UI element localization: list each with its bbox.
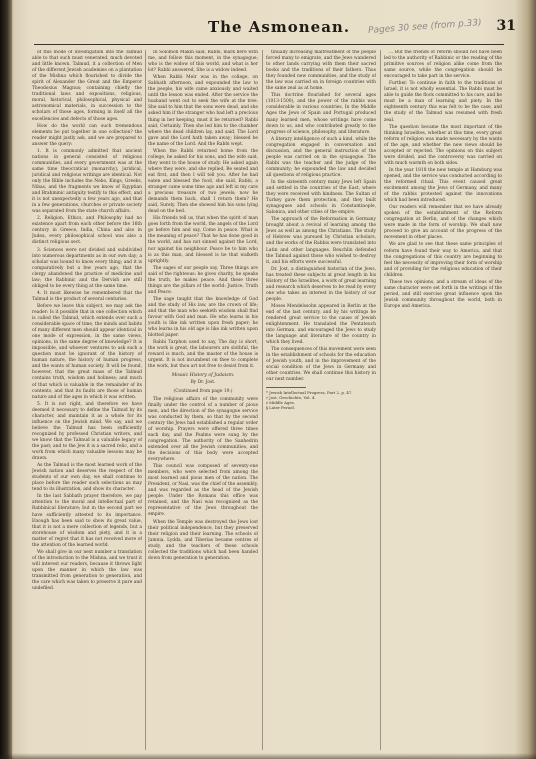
pencil-annotation: Pages 30 see (from p.33) [367, 18, 482, 36]
paragraph: 5. It is not right, and therefore we have deemed it necessary to define the Talmud by its character, and maintain it as a whole for its influence on the Jewish mind. We say, and we believe the Talmud has been sufficiently recognized by professed Christian writers, and we know that the Talmud is a valuable legacy of the past; and to the Jew it is a sacred relic, and a work from which many valuable lessons may be drawn. [32, 401, 142, 462]
paragraph: The consequences of this movement were seen in the establishment of schools for the education of Jewish youth, and in the improvement of the social condition of the Jews in Germany and other countries. We shall continue this history in our next number. [266, 347, 376, 383]
page-number: 31 [496, 18, 516, 34]
paragraph: In the sixteenth century many Jews left Spain and settled in the countries of the East, where they were received with kindness. The Sultan of Turkey gave them protection, and they built synagogues and schools in Constantinople, Salonica, and other cities of the empire. [266, 179, 376, 216]
paragraph: The question became the most important of the thinking Israelites, whether at this time, every great reform of religion was made necessary by the wants of the age, and whether the new views should be accepted or rejected. The opinions on this subject were divided, and the controversy was carried on with much warmth on both sides. [384, 124, 502, 166]
section-continued-note: (Continued from page 19.) [173, 388, 233, 394]
paragraph: How do the world can such tremendous elements be put together in one collection? the reader might justly ask, and we are prepared to answer the query: [32, 123, 142, 147]
column-3 [266, 50, 376, 750]
section-title: Mosaic History of Judaism. [171, 373, 235, 379]
newspaper-page [14, 8, 522, 756]
paragraph: His friends tell us, that when the spirit of man goes forth from the world, the angels of the Lord go before him and say, Come in peace. What is the meaning of peace? That he has done good in the world, and has not sinned against the Lord, nor against his neighbour. Peace be to him who is as this man, and blessed is he that walketh uprightly. [148, 216, 258, 264]
paragraph: The sage taught that the knowledge of God and the study of His law, are the crown of life; and that the man who seeketh wisdom shall find favour with God and man. He who learns in his youth is like ink written upon fresh paper; he who learns in his old age is like ink written upon blotted paper. [148, 296, 258, 339]
paragraph: The approach of the Reformation in Germany brought about a revival of learning among the Jews as well as among the Christians. The study of Hebrew was pursued by Christian scholars, and the works of the Rabbis were translated into Latin and other languages. Reuchlin defended the Talmud against those who wished to destroy it, and his efforts were successful. [266, 217, 376, 265]
paragraph: A literary intelligence of such a kind, while the congregation engaged in conversation and discussion, and the general instruction of the people was carried on in the synagogue. The Rabbi was the teacher and the judge of the community; he expounded the law and decided all questions of religious practice. [266, 136, 376, 178]
paragraph: We shall give in our next number a translation of the introduction to the Mishna, and we trust it will interest our readers, because it throws light upon the manner in which the law was transmitted from generation to generation, and the care which was taken to preserve it pure and undefiled. [32, 549, 142, 592]
paragraph: We are glad to see that these same principles of reform have found their way to America, and that the congregations of this country are beginning to feel the necessity of improving their form of worship and of providing for the religious education of their children. [384, 242, 502, 278]
paragraph: In the year 1818 the new temple at Hamburg was opened, and the service was conducted according to the reformed ritual. This event caused great excitement among the Jews of Germany, and many of the rabbis protested against the innovations which had been introduced. [384, 167, 502, 204]
column-2 [148, 50, 258, 750]
footnote-rule [266, 387, 306, 388]
column-1 [32, 50, 142, 750]
column-divider [262, 50, 263, 750]
column-divider [380, 50, 381, 750]
footnote: † Jost, Geschichte, Vol. 4. [266, 394, 316, 400]
paragraph: As the Talmud is the most learned work of the Jewish nation and deserves the respect of the students of our own day, we shall continue to place before the reader such selections as may tend to its illustration, and show its character. [32, 463, 142, 493]
paragraph: tinually increasing maltreatment of the people forced many to emigrate, and the Jews wandered to other lands carrying with them their sacred books and the traditions of their fathers. Thus they founded new communities, and the study of the law was carried on in foreign countries with the same zeal as at home. [266, 50, 376, 92]
column-divider [145, 50, 146, 750]
column-4 [384, 50, 502, 750]
footnote: ‡ Middle Ages. [266, 399, 296, 405]
paragraph: This council was composed of seventy-one members, who were selected from among the most learned and pious men of the nation. The President, or Nasi, was the chief of the assembly, and was regarded as the head of the Jewish people. Under the Romans this office was retained, and the Nasi was recognized as the representative of the Jews throughout the empire. [148, 464, 258, 518]
paragraph: Before we leave this subject, we may ask the reader: Is it possible that in one collection which is called the Talmud, which extends over such a considerable space of time, the minds and habits of many different men should appear identical in one mode of expression, in the same views, opinions, in the same degree of knowledge? It is impossible, and whoever ventures to ask such a question must be ignorant of the history of human nature, the history of human progress, and the wants of human society. It will be found, however, that the great mass of the Talmud contains truth, wisdom and holiness; and much of that which is valuable in the remainder of its contents, and that its faults are those of human nature and of the ages in which it was written. [32, 303, 142, 400]
paragraph: ... But the friends of reform should not have been led to the authority of Rabbinic or the reading of the primitive sources of religion alike come from the same source, while the congregation should be encouraged to take part in the service. [384, 50, 502, 80]
page-bottom-shadow [0, 753, 536, 759]
paragraph: Dr. Jost, a distinguished historian of the Jews, has treated these subjects at great length in his History of the Israelites, a work of great learning and research which deserves to be read by every one who takes an interest in the history of our people. [266, 266, 376, 302]
paragraph: The religious affairs of the community were finally under the control of a number of pious men, and the direction of the synagogue service was conducted by them, so that by the second century the Jews had established a regular order of worship. Prayers were offered three times each day, and the Psalms were sung by the congregation. The authority of the Sanhedrin extended over all the Jewish communities, and the decisions of this body were accepted everywhere. [148, 396, 258, 463]
paragraph: 2. Religion, Ethics, and Philosophy had no existence apart from each other before the 16th century in Greece, India, China and also in Judea, every philosophical school was also a distinct religious sect. [32, 216, 142, 246]
paragraph: When the Rabbi returned home from the college, he asked for his sons, and the wife said, they went to the house of study. He asked again where they were, and she replied, Be seated and eat first, and then I will tell you. After he had eaten and blessed the food, she said, Rabbi, a stranger came some time ago and left in my care a precious treasure of two jewels; now he demands them back, shall I return them? He said, Surely. Then she showed him his sons lying dead on the bed. [148, 148, 258, 215]
footnote: * Jewish Intellectual Progress, Part 2, p. 47. [266, 389, 353, 395]
paragraph: Rabbi Tarphon used to say, The day is short, the work is great, the labourers are slothful, the reward is much, and the master of the house is urgent. It is not incumbent on thee to complete the work, but thou art not free to desist from it. [148, 340, 258, 370]
paragraph: of this mode of investigation into the Talmud able to that such must venerated, much devoted and little known. Talmud, it a collection of Men of the different Jewish academies on a plantation of the Mishna which flourished to divide the spirit of Alexander the Great and the Emperor Theodosius Magnus; containing chiefly the traditional laws and expositions, religious, moral, historical, philosophical, physical and astronomical materials, in succession to the scholars of those ages, forming in itself all the excellencies and defects of those ages. [32, 50, 142, 122]
paragraph: These two opinions, and a stream of ideas of the same character were set forth in the writings of the period, and still exercise great influence upon the Jewish community throughout the world, both in Europe and America. [384, 279, 502, 309]
header-rule [34, 44, 504, 45]
paragraph: The sages of our people say, Three things are said of the righteous: he gives charity, he speaks the truth, he makes peace. And these three things are the pillars of the world: Justice, Truth and Peace. [148, 265, 258, 295]
page-header [14, 8, 522, 42]
book-gutter [0, 0, 12, 759]
paragraph: When the Temple was destroyed the Jews lost their political independence, but they preserved their religion and their learning. The schools of Jamnia, Lydda, and Tiberias became centres of study, and the teachers of these schools collected the traditions which had been handed down from generation to generation. [148, 519, 258, 561]
paragraph: In Solomon Makin said, Rabbi, mark here with me, and follow this moment, in the synagogue; who is the widow of this world, and what is her lot? Rabbi answered, She is a widow indeed. [148, 50, 258, 74]
paragraph: When Rabbi Meir was in the college, on Sabbath afternoon, and expounded the law to the people, his wife came anxiously and waited until the lesson was ended. After the service the husband went out to seek the wife at the tree. She said to him that the sons were dead, and she asked him if the stranger who had left a precious thing in her keeping, must it be returned? Rabbi said, Certainly. Then she led him to the chamber where the dead children lay, and said, The Lord gave and the Lord hath taken away; blessed be the name of the Lord. And the Rabbi wept. [148, 75, 258, 147]
paragraph: This doctrine flourished for several ages (1013-1500), and the power of the rabbis was considerable in various countries. In the Middle Ages the Jews of Spain and Portugal produced many learned men, whose writings have come down to us, and who contributed greatly to the progress of science, philosophy, and literature. [266, 93, 376, 135]
paragraph: 4. It must likewise be remembered that the Talmud is the product of several centuries. [32, 290, 142, 302]
footnote: § Later Period. [266, 405, 295, 411]
paragraph: Our readers will remember that we have already spoken of the establishment of the Reform congregation at Berlin, and of the changes which were made in the form of worship. We shall now proceed to give an account of the progress of the movement in other places. [384, 205, 502, 241]
paragraph: Moses Mendelssohn appeared in Berlin at the end of the last century, and by his writings he rendered great service to the cause of Jewish enlightenment. He translated the Pentateuch into German, and encouraged the Jews to study the language and literature of the country in which they lived. [266, 303, 376, 346]
paragraph: Further. To continue in faith to the traditions of Israel, it is not wholly essential. The Rabbi must be able to guide the flock committed to his care, and he must be a man of learning and piety. In the eighteenth century this was felt to be the case, and the study of the Talmud was resumed with fresh zeal. [384, 81, 502, 123]
paragraph: 3. Sciences were not divided and subdivided into numerous departments as in our own day; a scholar was bound to know every thing; and it is comparatively but a few years ago, that the clergy abandoned the practice of medicine and law; the Rabbinic and the Dervish are still obliged to be every thing at the same time. [32, 247, 142, 289]
paragraph: In the last Sabbath prayer therefore, we pay attention to the moral and intellectual part of Rabbinical literature; but in the second part we have sufficiently attested to its importance. Enough has been said to show its great value, that it is not a mere collection of legends, but a storehouse of wisdom and piety, and it is a matter of regret that it has not received more of the attention of the learned world. [32, 494, 142, 548]
paragraph: 1. It is commonly admitted that ancient nations in general consisted of religious communities, and every government was at the same time theocratical (monarchy), juridical, juridical and religious writings are identical. Not only the Bible includes the Nebo, Kings, Greeks, Nibas, and the fragments we know of Egyptian and Brahminic antiquity testify to this effect, and it is not unexpectedly a few years ago, and that in a few generations, churches or private society was separated from the state church affairs. [32, 148, 142, 215]
section-byline: By Dr. Jost. [190, 380, 216, 386]
masthead-title: The Asmonean. [207, 18, 351, 36]
